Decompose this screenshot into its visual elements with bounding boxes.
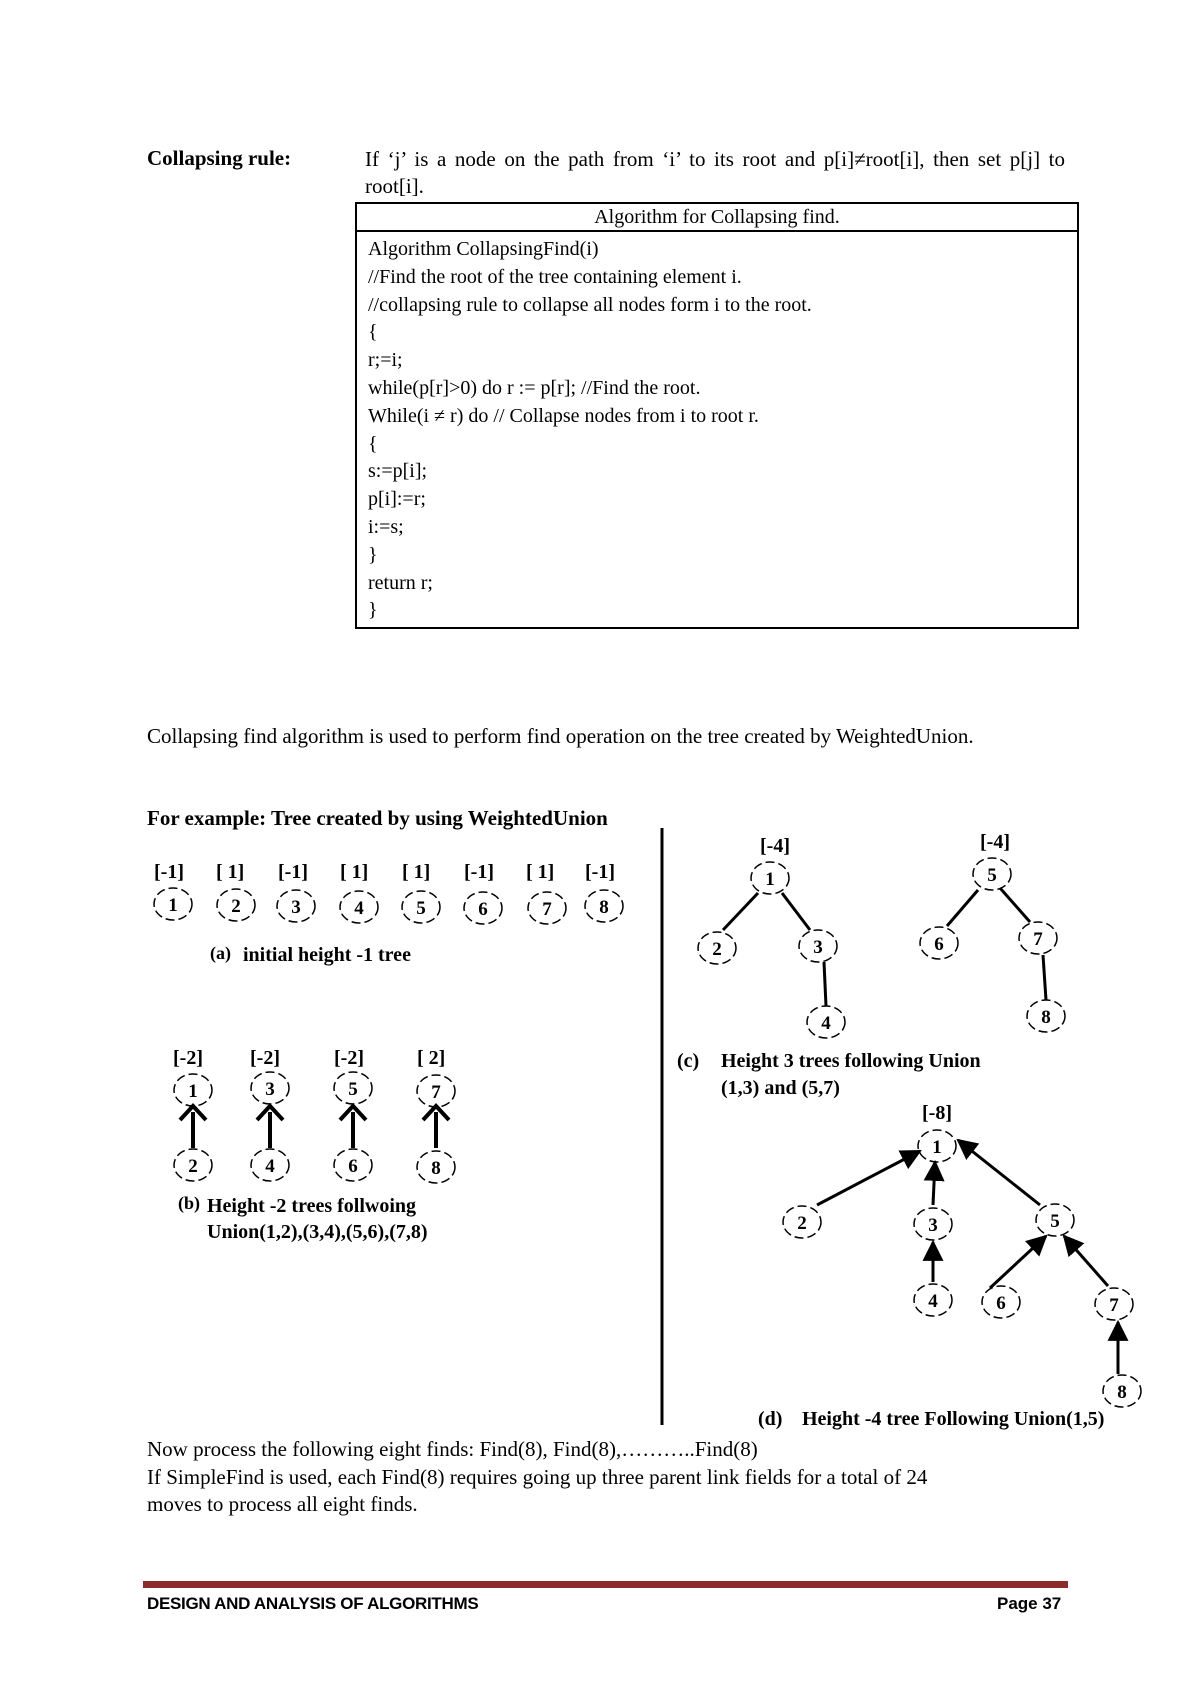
tree-node-label: 6: [478, 899, 488, 920]
weight-label: [-8]: [922, 1102, 952, 1124]
panel-d: [758, 1102, 1141, 1430]
algorithm-line: Algorithm CollapsingFind(i): [368, 238, 599, 260]
weight-label: [ 1]: [340, 861, 369, 883]
weight-label: [-1]: [585, 861, 615, 883]
weight-label: [-1]: [154, 861, 184, 883]
footer-bar: [143, 1581, 1068, 1588]
tree-node-label: 4: [265, 1156, 275, 1177]
tree-edge: [824, 962, 826, 1006]
example-heading: For example: Tree created by using WeightedUnion: [147, 806, 608, 830]
tree-node-label: 4: [821, 1013, 831, 1034]
bottom-text: [147, 1436, 1077, 1519]
weight-label: [ 1]: [402, 861, 431, 883]
weight-label: [-4]: [760, 835, 790, 857]
weight-label: [-2]: [173, 1047, 203, 1069]
tree-node-label: 8: [1117, 1382, 1127, 1403]
caption-a: initial height -1 tree: [243, 944, 411, 966]
tree-node-label: 7: [542, 899, 552, 920]
caption-c-line1: Height 3 trees following Union: [721, 1050, 981, 1072]
algorithm-line: }: [368, 543, 378, 566]
tree-node-label: 3: [291, 897, 301, 918]
bottom-line: Now process the following eight finds: Find(8), Find(8),………..Find(8): [147, 1437, 758, 1461]
bottom-line: If SimpleFind is used, each Find(8) requires going up three parent link fields for a total of 24: [147, 1464, 928, 1489]
tree-node-label: 1: [168, 895, 178, 916]
tree-node-label: 5: [987, 865, 997, 886]
caption-tag: (b): [178, 1193, 200, 1213]
weight-label: [-4]: [980, 831, 1010, 853]
tree-node-label: 7: [1033, 929, 1043, 950]
caption-b-line2: Union(1,2),(3,4),(5,6),(7,8): [207, 1221, 428, 1243]
algorithm-line: i:=s;: [368, 515, 404, 538]
tree-node-label: 4: [928, 1291, 938, 1312]
tree-edge: [782, 893, 810, 930]
tree-node-label: 8: [1041, 1007, 1051, 1028]
caption-tag: (a): [210, 943, 231, 963]
tree-node-label: 5: [348, 1079, 358, 1100]
weight-label: [ 2]: [417, 1047, 446, 1069]
tree-node-label: 6: [934, 934, 944, 955]
tree-node-label: 3: [928, 1215, 938, 1236]
weight-label: [-2]: [250, 1047, 280, 1069]
caption-tag: (c): [677, 1050, 700, 1072]
tree-node-label: 8: [431, 1158, 441, 1179]
tree-node-label: 3: [265, 1079, 275, 1100]
caption-d: Height -4 tree Following Union(1,5): [802, 1408, 1105, 1430]
algorithm-line: //collapsing rule to collapse all nodes form i to the root.: [368, 293, 812, 316]
algorithm-line: s:=p[i];: [368, 460, 428, 483]
caption-c-line2: (1,3) and (5,7): [721, 1077, 840, 1099]
tree-edge: [723, 893, 758, 930]
tree-edge: [947, 890, 978, 926]
weight-label: [ 1]: [216, 861, 245, 883]
tree-node-label: 7: [431, 1082, 441, 1103]
tree-node-label: 3: [813, 937, 823, 958]
tree-node-label: 2: [231, 896, 241, 917]
tree-edge: [958, 1140, 1040, 1205]
tree-node-label: 2: [797, 1213, 807, 1234]
tree-edge: [1043, 955, 1046, 1000]
tree-node-label: 1: [188, 1081, 198, 1102]
weight-label: [-2]: [334, 1047, 364, 1069]
algorithm-line: r;=i;: [368, 349, 403, 372]
tree-node-label: 4: [354, 898, 364, 919]
panel-a: [154, 861, 623, 966]
algorithm-line: }: [368, 599, 378, 622]
algorithm-title: Algorithm for Collapsing find.: [357, 204, 1077, 232]
algorithm-line: return r;: [368, 571, 433, 594]
collapsing-rule-label: Collapsing rule:: [147, 146, 292, 170]
collapsing-rule-text: If ‘j’ is a node on the path from ‘i’ to its root and p[i]≠root[i], then set p[j] to root[i].: [365, 147, 1065, 198]
algorithm-line: //Find the root of the tree containing element i.: [368, 265, 742, 288]
tree-node-label: 1: [932, 1137, 942, 1158]
tree-node-label: 6: [348, 1156, 358, 1177]
tree-edge: [817, 1151, 920, 1205]
tree-edge: [1064, 1236, 1108, 1286]
tree-node-label: 6: [996, 1293, 1006, 1314]
tree-node-label: 5: [1050, 1211, 1060, 1232]
tree-node-label: 2: [712, 939, 722, 960]
bottom-line: moves to process all eight finds.: [147, 1492, 418, 1516]
weight-label: [-1]: [278, 861, 308, 883]
tree-edge: [990, 1236, 1046, 1288]
algorithm-line: {: [368, 321, 378, 344]
tree-node-label: 1: [765, 869, 775, 890]
footer-page-number: Page 37: [997, 1594, 1062, 1613]
algorithm-line: while(p[r]>0) do r := p[r]; //Find the root.: [368, 376, 701, 399]
weight-label: [-1]: [464, 861, 494, 883]
tree-edge: [933, 1162, 935, 1205]
caption-tag: (d): [758, 1408, 783, 1430]
tree-edge: [1000, 888, 1030, 922]
algorithm-line: {: [368, 432, 378, 455]
tree-node-label: 7: [1109, 1295, 1119, 1316]
panel-c: [677, 831, 1065, 1099]
footer-course-title: DESIGN AND ANALYSIS OF ALGORITHMS: [147, 1594, 479, 1613]
tree-node-label: 2: [188, 1156, 198, 1177]
tree-node-label: 5: [416, 898, 426, 919]
caption-b-line1: Height -2 trees follwoing: [207, 1195, 417, 1217]
tree-node-label: 8: [599, 897, 609, 918]
algorithm-line: While(i ≠ r) do // Collapse nodes from i to root r.: [368, 404, 759, 427]
algorithm-line: p[i]:=r;: [368, 488, 426, 511]
weight-label: [ 1]: [526, 861, 555, 883]
collapsing-find-paragraph: Collapsing find algorithm is used to perform find operation on the tree created by WeightedUnion.: [147, 724, 974, 748]
panel-b: [173, 1047, 455, 1243]
